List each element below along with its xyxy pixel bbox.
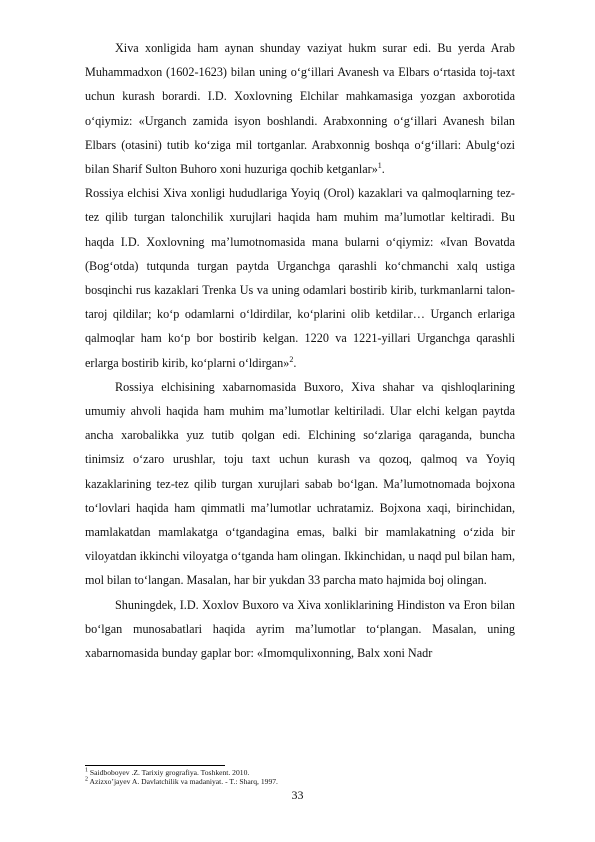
footnote-ref-1: 1 <box>377 160 382 170</box>
paragraph-3: Rossiya elchisining xabarnomasida Buxoro, Xiva shahar va qishloqlarining umumiy ahvoli haqida ham muhim ma’lumotlar keltiriladi. Ular elchi kelgan paytda ancha xarobalikka yuz tutib qolgan edi. Elchining so‘zlariga qaraganda, buncha tinimsiz o‘zaro urushlar, toju taxt uchun kurash va qozoq, qalmoq va Yoyiq kazaklarining tez-tez qilib turgan xurujlari sabab bo‘lgan. Ma’lumotnomada bojxona to‘lovlari haqida ham qimmatli ma’lumotlar uchratamiz. Bojxona xaqi, birinchidan, mamlakatdan mamlakatga o‘tgandagina emas, balki bir mamlakatning o‘zida bir viloyatdan ikkinchi viloyatga o‘tganda ham olingan. Ikkinchidan, u naqd pul bilan ham, mol bilan to‘langan. Masalan, har bir yukdan 33 parcha mato hajmida boj olingan. <box>85 379 515 588</box>
footnote-ref-2: 2 <box>289 354 294 364</box>
paragraph-1: Xiva xonligida ham aynan shunday vaziyat hukm surar edi. Bu yerda Arab Muhammadxon (1602-1623) bilan uning o‘g‘illari Avanesh va Elbars o‘rtasida toj-taxt uchun kurash borardi. I.D. Xoxlovning Elchilar mahkamasiga yozgan axborotida o‘qiymiz: «Urganch zamida isyon boshlandi. Arabxonning o‘g‘illari Avanesh bilan Elbars (otasini) tutib ko‘ziga mil tortganlar. Arabxonnig boshqa o‘g‘illari: Abulg‘ozi bilan Sharif Sulton Buhoro xoni huzuriga qochib ketganlar»$^1$. <box>85 41 515 177</box>
body-text <box>85 36 515 665</box>
footnote-separator <box>85 765 225 766</box>
paragraph-4: Shuningdek, I.D. Xoxlov Buxoro va Xiva xonliklarining Hindiston va Eron bilan bo‘lgan munosabatlari haqida ayrim ma’lumotlar to‘plangan. Masalan, uning xabarnomasida bunday gaplar bor: «Imomqulixonning, Balx xoni Nadr <box>85 597 515 661</box>
footnote-2: $^2$ Azizxo’jayev A. Davlatchilik va madaniyat. - T.: Sharq, 1997. <box>85 776 278 786</box>
page-number: 33 <box>291 788 304 802</box>
paragraph-2: Rossiya elchisi Xiva xonligi hududlariga Yoyiq (Orol) kazaklari va qalmoqlarning tez-tez qilib turgan talonchilik xurujlari haqida ham muhim ma’lumotlar keltiradi. Bu haqda I.D. Xoxlovning ma’lumotnomasida mana bularni o‘qiymiz: «Ivan Bovatda (Bog‘otda) tutqunda turgan paytda Urganchga qarashli ko‘chmanchi xalq ustiga bosqinchi rus kazaklari Trenka Us va uning odamlari bostirib kirib, turkmanlarni talon-taroj qildilar; ko‘p odamlarni o‘ldirdilar, ko‘plarini olib ketdilar… Urganch erlariga qalmoqlar ham ko‘p bor bostirib kelgan. 1220 va 1221-yillari Urganchga qarashli erlarga bostirib kirib, ko‘plarni o‘ldirgan»$^2$. <box>85 186 515 370</box>
footnote-1: $^1$ Saidboboyev .Z. Tarixiy grografiya. Toshkent. 2010. <box>85 767 250 777</box>
